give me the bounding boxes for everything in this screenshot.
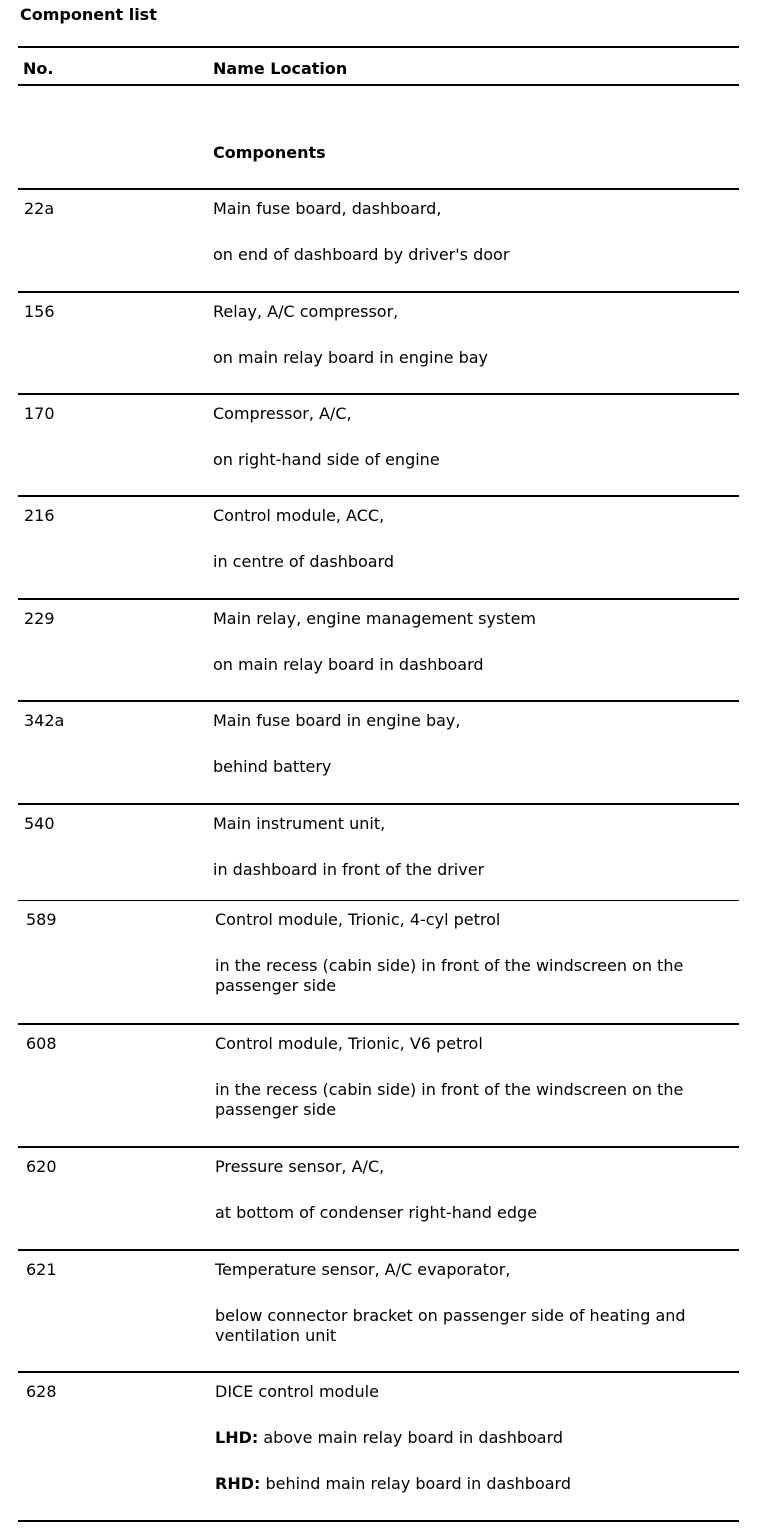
component-location: on main relay board in dashboard xyxy=(213,655,484,674)
table-row xyxy=(18,600,739,702)
component-description xyxy=(215,1260,729,1346)
component-location: in the recess (cabin side) in front of the windscreen on the passenger side xyxy=(215,956,684,995)
component-name: Control module, Trionic, 4-cyl petrol xyxy=(215,910,501,929)
component-description xyxy=(213,711,729,777)
rhd-location: behind main relay board in dashboard xyxy=(265,1474,571,1493)
component-location: in centre of dashboard xyxy=(213,552,395,571)
component-number: 216 xyxy=(24,506,55,525)
table-row xyxy=(18,702,739,805)
component-table xyxy=(18,46,739,1522)
component-number: 628 xyxy=(26,1382,57,1401)
component-location: in dashboard in front of the driver xyxy=(213,860,485,879)
table-row xyxy=(18,395,739,497)
table-row xyxy=(18,1373,739,1522)
component-number: 156 xyxy=(24,302,55,321)
table-row xyxy=(18,190,739,293)
header-name-location: Name Location xyxy=(213,59,348,78)
component-description xyxy=(213,609,729,675)
component-name: Compressor, A/C, xyxy=(213,404,352,423)
rhd-label: RHD: xyxy=(215,1474,261,1493)
component-description xyxy=(215,1034,729,1120)
lhd-location: above main relay board in dashboard xyxy=(263,1428,564,1447)
table-row xyxy=(18,1251,739,1373)
component-name: Main instrument unit, xyxy=(213,814,386,833)
lhd-location-line xyxy=(215,1428,729,1448)
header-no: No. xyxy=(23,59,54,78)
component-number: 589 xyxy=(26,910,57,929)
lhd-label: LHD: xyxy=(215,1428,259,1447)
component-name: Control module, Trionic, V6 petrol xyxy=(215,1034,483,1053)
component-location: on end of dashboard by driver's door xyxy=(213,245,510,264)
document-title: Component list xyxy=(20,5,157,24)
component-name: Main fuse board in engine bay, xyxy=(213,711,461,730)
table-row xyxy=(18,293,739,395)
component-location: behind battery xyxy=(213,757,332,776)
component-location: in the recess (cabin side) in front of the windscreen on the passenger side xyxy=(215,1080,684,1119)
component-name: Main fuse board, dashboard, xyxy=(213,199,442,218)
table-row xyxy=(18,1148,739,1251)
rhd-location-line xyxy=(215,1474,729,1494)
component-location: below connector bracket on passenger side of heating and ventilation unit xyxy=(215,1306,686,1345)
component-number: 621 xyxy=(26,1260,57,1279)
component-location: at bottom of condenser right-hand edge xyxy=(215,1203,538,1222)
component-number: 342a xyxy=(24,711,65,730)
component-number: 540 xyxy=(24,814,55,833)
section-heading: Components xyxy=(213,143,326,162)
component-number: 608 xyxy=(26,1034,57,1053)
component-name: Relay, A/C compressor, xyxy=(213,302,399,321)
component-description xyxy=(213,404,729,470)
component-description xyxy=(213,814,729,880)
component-location: on main relay board in engine bay xyxy=(213,348,488,367)
table-row xyxy=(18,901,739,1025)
section-heading-row xyxy=(18,86,739,190)
component-number: 620 xyxy=(26,1157,57,1176)
component-name: Main relay, engine management system xyxy=(213,609,537,628)
component-location: on right-hand side of engine xyxy=(213,450,440,469)
component-name: Temperature sensor, A/C evaporator, xyxy=(215,1260,511,1279)
table-header xyxy=(18,46,739,86)
component-name: Pressure sensor, A/C, xyxy=(215,1157,385,1176)
table-row xyxy=(18,1025,739,1148)
component-name: Control module, ACC, xyxy=(213,506,385,525)
component-description xyxy=(213,302,729,368)
component-description xyxy=(213,506,729,572)
table-row xyxy=(18,805,739,901)
component-description xyxy=(215,910,729,996)
component-number: 170 xyxy=(24,404,55,423)
component-number: 22a xyxy=(24,199,55,218)
component-description xyxy=(213,199,729,265)
component-name: DICE control module xyxy=(215,1382,379,1401)
component-description xyxy=(215,1382,729,1494)
component-number: 229 xyxy=(24,609,55,628)
table-row xyxy=(18,497,739,600)
component-description xyxy=(215,1157,729,1223)
